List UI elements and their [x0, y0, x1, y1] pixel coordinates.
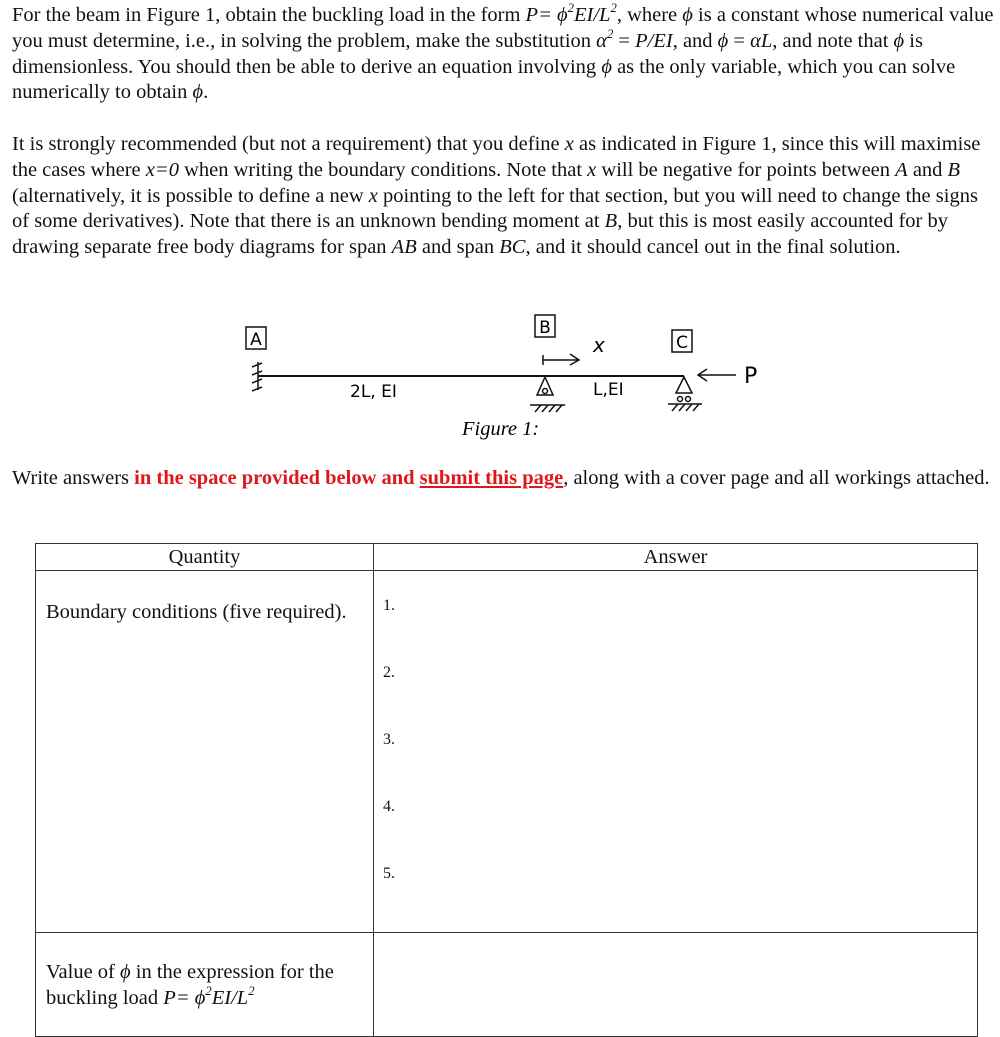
pin-support-b	[530, 377, 565, 412]
table-header-row	[36, 544, 978, 571]
boundary-conditions-list	[374, 571, 977, 932]
beam-figure	[0, 305, 1000, 455]
quantity-boundary-conditions: Boundary conditions (five required).	[36, 571, 374, 933]
bc-item-5[interactable]: 5.	[383, 865, 395, 882]
span-ab-label: 2L, EI	[350, 382, 397, 402]
table-row-boundary-conditions	[36, 571, 978, 933]
highlight-space-provided: in the space provided below and	[134, 467, 415, 489]
instructions-paragraph-2: It is strongly recommended (but not a requirement) that you define x as indicated in Figure 1, since this will maximise the cases where x=0 when writing the boundary conditions. Note that x will be negative for points between A and B (alternatively, it is possible to define a new x pointing to the left for that section, but you will need to change the signs of some derivatives). Note that there is an unknown bending moment at B, but this is most easily accounted for by drawing separate free body diagrams for span AB and span BC, and it should cancel out in the final solution.	[12, 133, 981, 259]
answer-phi-value[interactable]	[374, 933, 978, 1037]
header-answer: Answer	[374, 544, 978, 571]
bc-item-4[interactable]: 4.	[383, 798, 395, 815]
instructions-paragraph-1: For the beam in Figure 1, obtain the buckling load in the form $P= \phi^2EI/L^2$, where ϕ is a constant whose numerical value you must determine, i.e., in solving the problem, make the substitution $\alpha^2 = P/EI$, and ϕ = αL, and note that ϕ is dimensionless. You should then be able to derive an equation involving ϕ as the only variable, which you can solve numerically to obtain ϕ.	[12, 1, 994, 104]
submission-instructions: Write answers in the space provided below and submit this page, along with a cover page and all workings attached.	[12, 467, 990, 489]
bc-item-2[interactable]: 2.	[383, 664, 395, 681]
x-axis-label: x	[593, 333, 605, 357]
label-a: A	[250, 330, 262, 350]
answer-table	[35, 543, 978, 1037]
bc-item-3[interactable]: 3.	[383, 731, 395, 748]
header-quantity: Quantity	[36, 544, 374, 571]
bc-item-1[interactable]: 1.	[383, 597, 395, 614]
answer-boundary-conditions[interactable]	[374, 571, 978, 933]
figure-caption: Figure 1:	[462, 418, 540, 440]
table-row-phi-value	[36, 933, 978, 1037]
label-c: C	[676, 333, 688, 353]
load-label: P	[744, 364, 758, 389]
span-bc-label: L,EI	[593, 380, 624, 400]
highlight-submit-page: submit this page	[419, 467, 564, 489]
roller-support-c	[668, 377, 702, 411]
label-b: B	[539, 318, 551, 338]
quantity-phi-value: Value of ϕ in the expression for the buckling load $P= \phi^2EI/L^2$	[36, 933, 374, 1037]
